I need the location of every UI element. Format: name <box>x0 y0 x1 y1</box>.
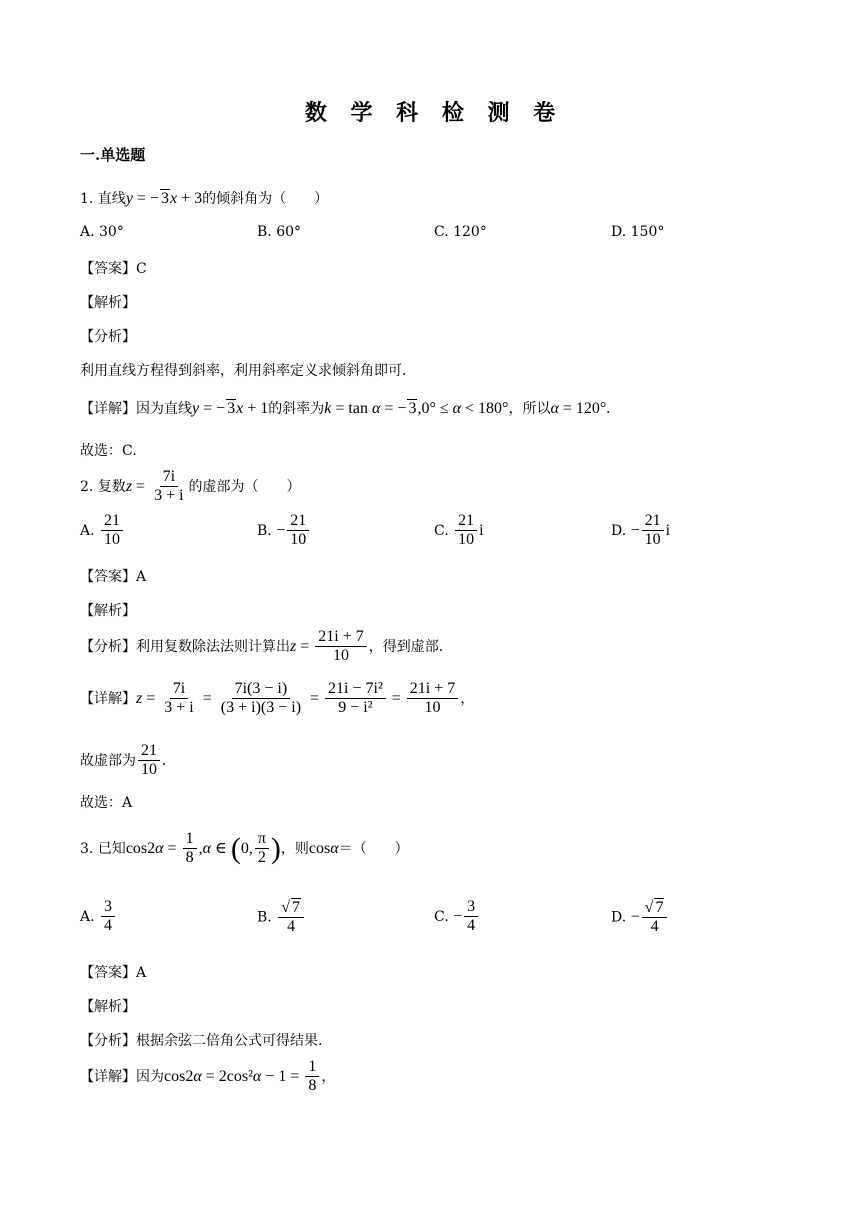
q1-option-c: C. 120° <box>434 224 487 240</box>
page-title: 数 学 科 检 测 卷 <box>304 100 564 126</box>
q1-equation: y <box>125 190 133 207</box>
q1-xiangjie: 【详解】因为直线y = − 3x + 1的斜率为k = tan α = − 3,0° ≤ α < 180°，所以α = 120°. <box>80 400 611 417</box>
q3-option-d: D. − $\frac{√ 7}{4}$ <box>611 898 669 937</box>
section-heading: 一.单选题 <box>80 146 146 164</box>
question-3-stem: 3. 已知cos2α = $\frac{1}{8}$ ,α ∈ (0, $\frac{\pi}{2}$ )，则cosα＝（ ） <box>80 830 409 867</box>
q1-option-a: A. 30° <box>80 224 124 240</box>
q3-option-c: C. − $\frac{3}{4}$ <box>434 898 480 936</box>
q2-jiexi-label: 【解析】 <box>80 603 136 619</box>
q1-fenxi-label: 【分析】 <box>80 329 136 345</box>
q2-option-c: C. $\frac{21}{10}$ i <box>434 512 484 549</box>
q2-fenxi: 【分析】利用复数除法法则计算出z = $\frac{21i + 7}{10}$ ，得到虚部. <box>80 628 444 665</box>
q2-option-b: B. − $\frac{21}{10}$ <box>257 512 311 550</box>
q1-answer: 【答案】C <box>80 261 147 277</box>
q3-xiangjie: 【详解】因为cos2α = 2cos²α − 1 = $\frac{1}{8}$ ， <box>80 1058 336 1095</box>
q3-answer: 【答案】A <box>80 965 147 981</box>
q1-fenxi-text: 利用直线方程得到斜率，利用斜率定义求倾斜角即可. <box>80 363 407 379</box>
question-1-stem: 1. 直线y = − 3x + 3的倾斜角为（ ） <box>80 190 329 207</box>
q1-conclusion: 故选：C. <box>80 443 137 459</box>
question-2-stem: 2. 复数z = $\frac{7i}{3 + i}$ 的虚部为（ ） <box>80 468 301 505</box>
q3-fenxi: 【分析】根据余弦二倍角公式可得结果. <box>80 1033 323 1049</box>
q2-option-d: D. − $\frac{21}{10}$ i <box>611 512 671 549</box>
q2-conclusion: 故选：A <box>80 795 133 811</box>
q1-option-b: B. 60° <box>257 224 302 240</box>
q1-option-d: D. 150° <box>611 224 665 240</box>
q3-option-a: A. $\frac{3}{4}$ <box>80 898 117 936</box>
q2-conclusion-imag: 故虚部为 $\frac{21}{10}$ . <box>80 742 166 779</box>
q2-answer: 【答案】A <box>80 569 147 585</box>
q3-option-b: B. $\frac{√ 7}{4}$ <box>257 898 306 937</box>
q2-option-a: A. $\frac{21}{10}$ <box>80 512 125 550</box>
q3-jiexi-label: 【解析】 <box>80 999 136 1015</box>
q2-xiangjie: 【详解】z = $\frac{7i}{3 + i}$ = $\frac{7i(3 - i)}{(3 + i)(3 - i)}$ = $\frac{\text{21i − 7i²}}{\text{9 − i²}}$ = $\frac{21i + 7}{10}$ ， <box>80 680 475 717</box>
q1-jiexi-label: 【解析】 <box>80 295 136 311</box>
